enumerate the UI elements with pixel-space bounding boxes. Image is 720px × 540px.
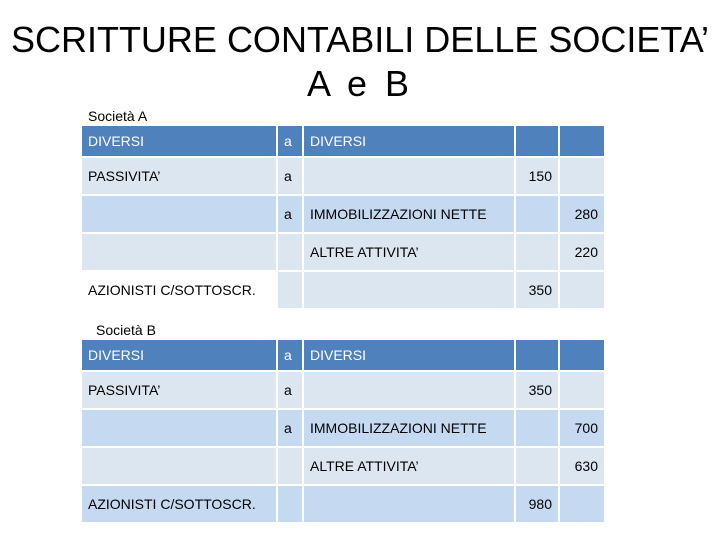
- title-line-2: A e B: [306, 63, 414, 104]
- amount-cell: 980: [516, 486, 560, 524]
- a-cell: a: [278, 196, 304, 234]
- a-cell: a: [278, 372, 304, 410]
- amount-cell: 350: [516, 272, 560, 310]
- journal-table-b: [82, 340, 606, 524]
- account-cell: IMMOBILIZZAZIONI NETTE: [304, 196, 516, 234]
- table-row: [82, 272, 606, 310]
- amount-cell: 350: [516, 372, 560, 410]
- table-row: [82, 410, 606, 448]
- title-line-1: SCRITTURE CONTABILI DELLE SOCIETA’: [10, 19, 710, 60]
- table-row: [82, 448, 606, 486]
- section-label-a: Società A: [88, 108, 148, 124]
- debit-header: DIVERSI: [82, 126, 278, 158]
- account-cell: AZIONISTI C/SOTTOSCR.: [82, 272, 278, 310]
- amount-cell: 220: [560, 234, 606, 272]
- account-cell: AZIONISTI C/SOTTOSCR.: [82, 486, 278, 524]
- table-row: [82, 234, 606, 272]
- a-cell: a: [278, 158, 304, 196]
- page-title: [0, 18, 720, 106]
- section-label-b: Società B: [96, 322, 156, 338]
- a-cell: a: [278, 410, 304, 448]
- amount-cell: 280: [560, 196, 606, 234]
- account-cell: PASSIVITA’: [82, 372, 278, 410]
- table-row: [82, 126, 606, 158]
- account-cell: IMMOBILIZZAZIONI NETTE: [304, 410, 516, 448]
- a-header: a: [278, 126, 304, 158]
- amount-cell: 630: [560, 448, 606, 486]
- credit-header: DIVERSI: [304, 126, 516, 158]
- table-row: [82, 372, 606, 410]
- amount-cell: 700: [560, 410, 606, 448]
- table-row: [82, 158, 606, 196]
- amount-cell: 150: [516, 158, 560, 196]
- credit-header: DIVERSI: [304, 340, 516, 372]
- debit-header: DIVERSI: [82, 340, 278, 372]
- table-row: [82, 340, 606, 372]
- a-header: a: [278, 340, 304, 372]
- table-row: [82, 486, 606, 524]
- table-row: [82, 196, 606, 234]
- journal-table-a: [82, 126, 606, 310]
- account-cell: ALTRE ATTIVITA’: [304, 448, 516, 486]
- account-cell: ALTRE ATTIVITA’: [304, 234, 516, 272]
- account-cell: PASSIVITA’: [82, 158, 278, 196]
